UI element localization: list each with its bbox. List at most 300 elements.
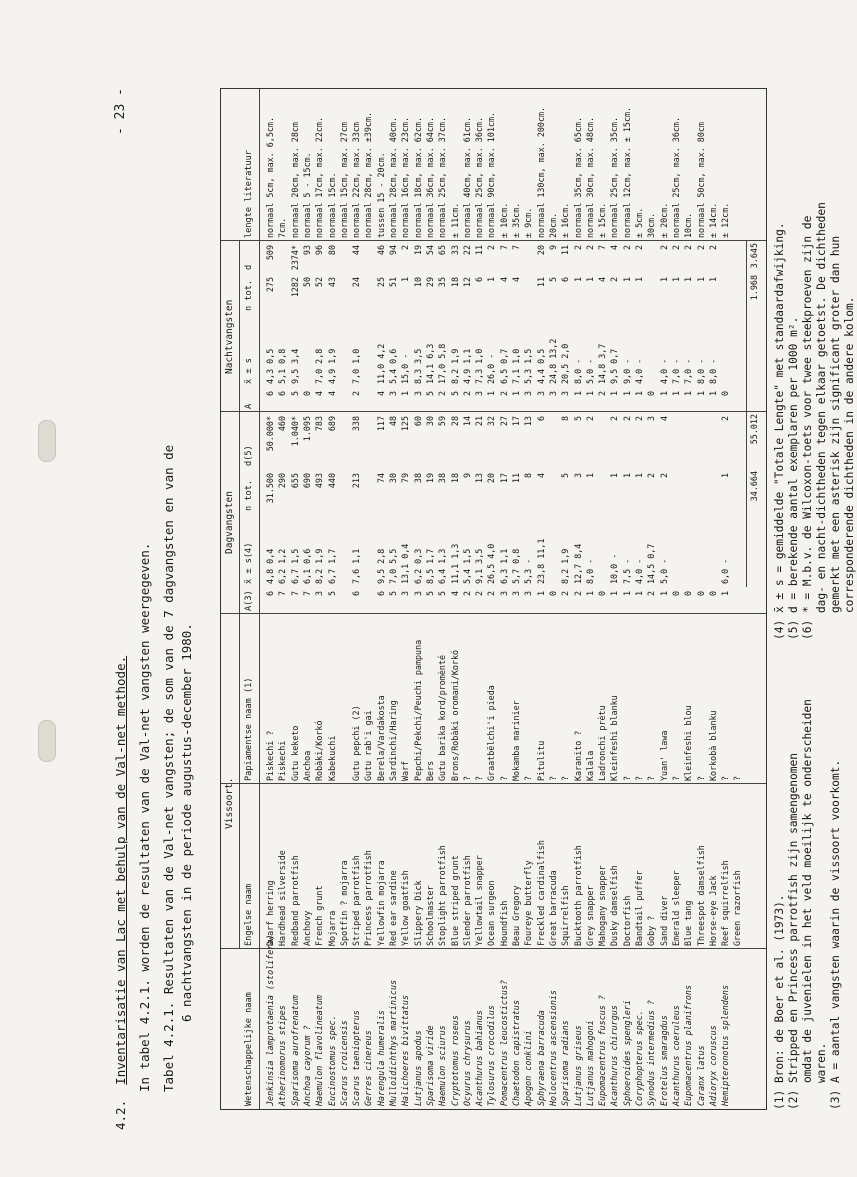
- table-cell: Pomacentrus leucostictus?: [498, 979, 509, 1106]
- table-cell: 33: [449, 245, 460, 256]
- table-cell: 11,0 4,2: [375, 343, 386, 384]
- intro-text: In tabel 4.2.1. worden de resultaten van de Val-net vangsten weergegeven.: [137, 542, 152, 1092]
- table-cell: Piskechi ?: [265, 730, 275, 781]
- table-cell: 5,0 -: [584, 358, 595, 384]
- table-cell: 51: [388, 277, 398, 288]
- table-cell: 29: [424, 277, 435, 288]
- table-cell: 2: [597, 391, 608, 397]
- table-cell: normaal 15cm.: [326, 172, 337, 238]
- page-number: - 23 -: [113, 88, 128, 135]
- table-cell: 655: [289, 473, 300, 489]
- table-cell: ± 35cm.: [511, 202, 521, 238]
- table-cell: 12: [461, 277, 472, 288]
- table-cell: 1: [400, 391, 411, 397]
- table-cell: 2374*: [289, 245, 300, 271]
- table-cell: normaal 30cm, max. 48cm.: [584, 116, 595, 238]
- table-cell: Yuan' lawa: [658, 730, 669, 781]
- group-header-day: Dagvangsten: [224, 491, 235, 554]
- species-table: [220, 88, 767, 1110]
- table-cell: Cryptotomus roseus: [449, 1015, 460, 1106]
- table-cell: Scarus taeniopterus: [351, 1010, 362, 1106]
- table-cell: Sparisoma radians: [560, 1020, 571, 1106]
- table-cell: 26,0 -: [486, 353, 497, 384]
- table-cell: 3: [314, 591, 325, 597]
- table-cell: Sparisoma aurofrenatum: [289, 995, 300, 1106]
- table-cell: 9,5 2,8: [375, 548, 386, 584]
- table-cell: 1: [707, 277, 718, 283]
- table-cell: 1: [572, 391, 583, 397]
- table-cell: 2: [670, 245, 681, 251]
- table-cell: 4: [314, 391, 325, 397]
- table-cell: ?: [646, 775, 657, 781]
- table-cell: Apogon conklini: [523, 1030, 534, 1106]
- table-cell: 1: [658, 591, 669, 597]
- table-cell: ± 12cm.: [720, 202, 731, 238]
- table-cell: 30: [388, 473, 398, 484]
- footnote-line: (2) Stripped en Princess parrotfish zijn samengenomen: [787, 753, 800, 1110]
- column-header: Engelse naam: [244, 883, 254, 946]
- table-cell: ?: [634, 775, 644, 781]
- table-cell: 2: [400, 245, 411, 251]
- table-cell: Mulloidichthys martinicus: [388, 979, 398, 1106]
- table-cell: 24,8 13,2: [547, 338, 558, 384]
- table-cell: ?: [670, 775, 681, 781]
- table-cell: 1: [584, 591, 595, 597]
- table-cell: Jenkinsia lamprotaenia (stolifera): [265, 934, 275, 1106]
- table-cell: Tylosurus crocodilus: [486, 1005, 497, 1106]
- table-cell: 96: [314, 245, 325, 256]
- table-cell: 18: [449, 277, 460, 288]
- table-cell: Hardhead silverside: [277, 850, 288, 946]
- table-cell: Freckled cardinalfish: [535, 840, 546, 946]
- table-cell: tussen 15 - 20cm.: [375, 152, 386, 238]
- column-header: d(5): [244, 445, 254, 466]
- table-cell: Harengula humeralis: [375, 1010, 386, 1106]
- table-cell: normaal 22cm, max. 33cm: [351, 122, 362, 238]
- table-cell: Striped parrotfish: [351, 855, 362, 946]
- table-cell: 6,1 0,6: [301, 548, 312, 584]
- table-cell: 5: [572, 416, 583, 422]
- table-cell: Threespot damselfish: [695, 845, 706, 946]
- table-cell: ?: [498, 775, 509, 781]
- table-cell: 125: [400, 416, 411, 432]
- table-cell: 6: [265, 591, 275, 597]
- table-cell: 1: [609, 473, 620, 479]
- group-header-species: Vissoort.: [224, 777, 235, 829]
- table-cell: Coryphopterus spec.: [634, 1010, 644, 1106]
- table-cell: Sparisoma viride: [424, 1025, 435, 1106]
- table-cell: 11,1 1,3: [449, 543, 460, 584]
- table-cell: Pitulitu: [535, 740, 546, 781]
- table-cell: ± 15cm.: [597, 202, 608, 238]
- table-cell: 1: [584, 391, 595, 397]
- table-cell: 9,0 -: [621, 358, 632, 384]
- column-header: x̄ ± s(4): [244, 542, 254, 584]
- total-day-d: 55.012: [748, 414, 759, 445]
- table-cell: Grey snapper: [584, 885, 595, 946]
- table-cell: 20: [486, 473, 497, 484]
- table-cell: 5: [289, 391, 300, 397]
- totals-rule: [746, 241, 747, 587]
- table-cell: normaal 15cm, max. 27cm: [338, 122, 349, 238]
- column-header: n tot.: [244, 479, 254, 511]
- table-cell: 1: [634, 591, 644, 597]
- table-cell: Gutu pepchi (2): [351, 705, 362, 781]
- table-cell: 1: [486, 391, 497, 397]
- table-cell: Sand diver: [658, 895, 669, 946]
- table-cell: ± 10cm.: [498, 202, 509, 238]
- table-cell: 1: [720, 473, 731, 479]
- footnote-line: (4) x̄ ± s = gemiddelde "Totale Lengte" met standaardafwijking.: [773, 222, 786, 640]
- table-cell: Red ear sardine: [388, 870, 398, 946]
- table-cell: ?: [720, 775, 731, 781]
- table-cell: 7,3 1,0: [474, 348, 485, 384]
- table-cell: 3: [400, 591, 411, 597]
- table-cell: 5,3 1,5: [523, 348, 534, 384]
- table-cell: 6,2 0,3: [412, 548, 423, 584]
- table-cell: 2: [572, 245, 583, 251]
- table-cell: Halichoeres bivittatus: [400, 995, 411, 1106]
- table-cell: 4,4 0,5: [535, 348, 546, 384]
- rotated-content: [95, 70, 856, 1140]
- table-cell: 19: [412, 245, 423, 256]
- table-cell: 13,1 0,4: [400, 543, 411, 584]
- table-cell: Acanthurus coeruleus: [670, 1005, 681, 1106]
- table-cell: 1: [658, 391, 669, 397]
- table-cell: 5: [547, 277, 558, 283]
- table-cell: 5: [424, 391, 435, 397]
- table-cell: 28: [449, 416, 460, 427]
- table-cell: 5: [437, 591, 448, 597]
- table-cell: 8,0 -: [707, 358, 718, 384]
- table-cell: normaal 5 - 15cm.: [301, 152, 312, 238]
- table-caption-line1: Tabel 4.2.1. Resultaten van de Val-net vangsten; de som van de 7 dagvangsten en van de: [161, 444, 176, 1092]
- table-cell: 2: [486, 245, 497, 251]
- table-cell: Kalala: [584, 750, 595, 781]
- table-cell: 8,5 1,7: [424, 548, 435, 584]
- table-cell: 6: [535, 416, 546, 422]
- table-cell: 275: [265, 277, 275, 293]
- footnote-line: (3) A = aantal vangsten waarin de vissoort voorkomt.: [829, 759, 842, 1110]
- table-cell: 0: [646, 391, 657, 397]
- table-cell: Emerald sleeper: [670, 870, 681, 946]
- table-cell: 1.095: [301, 416, 312, 442]
- table-cell: 6: [265, 391, 275, 397]
- table-cell: 1: [621, 591, 632, 597]
- total-night-n: 1.968: [748, 275, 759, 301]
- table-cell: 1: [634, 391, 644, 397]
- table-cell: 2: [658, 473, 669, 479]
- table-cell: 6,3 1,1: [498, 548, 509, 584]
- table-cell: 1: [634, 277, 644, 283]
- table-cell: 4,0 -: [658, 358, 669, 384]
- table-cell: 0: [301, 391, 312, 397]
- table-cell: 0: [597, 591, 608, 597]
- table-cell: 6,2 1,2: [277, 548, 288, 584]
- footnote-line: (6) * = M.b.v. de Wilcoxon-toets voor twee steekproeven zijn de: [801, 215, 814, 640]
- table-cell: 5: [449, 391, 460, 397]
- table-cell: Ladronchi prètu: [597, 705, 608, 781]
- table-cell: Eucinostomus spec.: [326, 1015, 337, 1106]
- table-cell: 8: [560, 416, 571, 422]
- table-cell: 50.000*: [265, 416, 275, 452]
- table-cell: 17: [498, 473, 509, 484]
- table-cell: 1: [511, 391, 521, 397]
- table-cell: 13: [474, 473, 485, 484]
- footnote-line: corresponderende dichtheden in de andere kolom.: [843, 296, 856, 640]
- table-cell: 2: [461, 591, 472, 597]
- table-cell: 2: [609, 416, 620, 422]
- table-cell: 2: [707, 245, 718, 251]
- table-cell: Berela/Vardakosta: [375, 695, 386, 781]
- table-cell: 2: [572, 591, 583, 597]
- column-header: A(3): [244, 590, 254, 611]
- table-cell: 7: [289, 591, 300, 597]
- table-cell: 5,4 1,5: [461, 548, 472, 584]
- table-cell: 0: [670, 591, 681, 597]
- table-cell: 1: [621, 473, 632, 479]
- table-cell: 7,1 1,0: [511, 348, 521, 384]
- table-cell: Korkobà blanku: [707, 710, 718, 781]
- table-cell: 19: [424, 473, 435, 484]
- table-cell: 80: [326, 245, 337, 256]
- table-cell: 3: [560, 391, 571, 397]
- table-cell: Reef squirrelfish: [720, 860, 731, 946]
- table-cell: 2: [634, 245, 644, 251]
- table-cell: Bucktooth parrotfish: [572, 845, 583, 946]
- table-cell: 5: [326, 591, 337, 597]
- table-cell: Dwarf herring: [265, 880, 275, 946]
- table-cell: 0: [683, 591, 694, 597]
- table-cell: 5: [560, 473, 571, 479]
- table-cell: 1: [670, 277, 681, 283]
- table-cell: Robàki/Korkó: [314, 720, 325, 781]
- table-cell: 25: [375, 277, 386, 288]
- table-cell: 7: [498, 245, 509, 251]
- table-cell: 7,0 -: [670, 358, 681, 384]
- table-cell: normaal 50cm, max. 80cm: [695, 122, 706, 238]
- table-cell: 1: [535, 591, 546, 597]
- table-cell: 2: [683, 245, 694, 251]
- table-cell: 0: [720, 391, 731, 397]
- table-cell: 2: [646, 591, 657, 597]
- table-cell: 3: [547, 391, 558, 397]
- table-cell: Squirrelfish: [560, 885, 571, 946]
- table-cell: 14,1 6,3: [424, 343, 435, 384]
- table-cell: ± 11cm.: [449, 202, 460, 238]
- table-cell: Yellowfin mojarra: [375, 860, 386, 946]
- table-cell: 2: [560, 591, 571, 597]
- table-cell: 44: [351, 245, 362, 256]
- table-cell: 6,7 1,5: [289, 548, 300, 584]
- table-cell: 11: [511, 473, 521, 484]
- table-cell: 6: [375, 591, 386, 597]
- table-cell: ?: [461, 775, 472, 781]
- header-rule: [259, 89, 260, 1109]
- group-header-rule: [239, 241, 240, 949]
- table-cell: Ocean surgeon: [486, 880, 497, 946]
- table-cell: 94: [388, 245, 398, 256]
- table-cell: 7cm.: [277, 217, 288, 238]
- table-cell: 1: [683, 391, 694, 397]
- table-cell: Sphoeroides spengleri: [621, 1000, 632, 1106]
- table-cell: Stoplight parrotfish: [437, 845, 448, 946]
- table-cell: Gutu rab'i gai: [363, 710, 374, 781]
- table-cell: 5,4 0,6: [388, 348, 398, 384]
- table-cell: 7,0 1,0: [351, 348, 362, 384]
- table-cell: ± 9cm.: [523, 207, 534, 238]
- table-cell: 1: [609, 391, 620, 397]
- table-cell: Mojarra: [326, 910, 337, 946]
- table-cell: 11: [535, 277, 546, 288]
- table-cell: 0: [695, 591, 706, 597]
- table-cell: 15,0 -: [400, 353, 411, 384]
- footnote-line: (1) Bron: de Boer et al. (1973).: [773, 894, 786, 1110]
- table-cell: 4: [375, 391, 386, 397]
- table-cell: 22: [461, 245, 472, 256]
- table-cell: 3: [646, 416, 657, 422]
- table-cell: 2: [437, 391, 448, 397]
- table-cell: 338: [351, 416, 362, 432]
- table-cell: 9,5 0,7: [609, 348, 620, 384]
- table-cell: 26,5 4,0: [486, 543, 497, 584]
- table-cell: 2: [621, 416, 632, 422]
- table-cell: 1: [400, 277, 411, 283]
- table-cell: Scarus croicensis: [338, 1020, 349, 1106]
- table-cell: 460: [277, 416, 288, 432]
- table-cell: 74: [375, 473, 386, 484]
- punch-hole: [38, 420, 56, 462]
- table-cell: 0: [547, 591, 558, 597]
- table-cell: 2: [584, 416, 595, 422]
- table-cell: Princess parrotfish: [363, 850, 374, 946]
- table-cell: 14,8 3,7: [597, 343, 608, 384]
- table-cell: Caranx latus: [695, 1045, 706, 1106]
- table-cell: 4: [609, 245, 620, 251]
- total-day-n: 34.664: [748, 471, 759, 502]
- table-cell: Pepchi/Pekchi/Peuchi pampuna: [412, 639, 423, 781]
- table-cell: Beau Gregory: [511, 885, 521, 946]
- column-divider: [221, 240, 766, 241]
- table-cell: 2: [474, 591, 485, 597]
- table-cell: 5,7 0,8: [511, 548, 521, 584]
- column-divider: [221, 948, 766, 949]
- table-cell: normaal 90cm, max. 101cm.: [486, 111, 497, 238]
- table-cell: 6: [560, 277, 571, 283]
- table-cell: ?: [474, 775, 485, 781]
- table-cell: 8,0 -: [572, 358, 583, 384]
- column-header: x̄ ± s: [244, 358, 254, 384]
- table-cell: Horse-eye Jack: [707, 875, 718, 946]
- table-cell: 2: [498, 391, 509, 397]
- table-cell: 2: [720, 416, 731, 422]
- table-cell: 8,2 1,9: [449, 348, 460, 384]
- table-cell: 1: [720, 591, 731, 597]
- table-cell: 1282: [289, 277, 300, 298]
- table-cell: 1: [609, 591, 620, 597]
- table-cell: 1: [695, 277, 706, 283]
- table-cell: 23,8 11,1: [535, 538, 546, 584]
- table-cell: 1: [683, 277, 694, 283]
- table-cell: normaal 18cm, max. 62cm.: [412, 116, 423, 238]
- table-cell: French grunt: [314, 885, 325, 946]
- table-cell: 3: [511, 591, 521, 597]
- footnote-line: omdat de juvenielen in het veld moeilijk te onderscheiden: [801, 699, 814, 1110]
- table-cell: normaal 25cm, max. 36cm.: [474, 116, 485, 238]
- table-cell: 12,7 8,4: [572, 543, 583, 584]
- table-cell: 6,7 1,7: [326, 548, 337, 584]
- table-cell: 2: [658, 245, 669, 251]
- table-cell: 5: [424, 591, 435, 597]
- table-cell: Sardinchi/Haring: [388, 700, 398, 781]
- table-cell: 1: [584, 473, 595, 479]
- table-cell: ?: [523, 775, 534, 781]
- table-cell: 32: [486, 416, 497, 427]
- table-caption-line2: 6 nachtvangsten in de periode augustus-december 1980.: [179, 623, 194, 1022]
- table-cell: normaal 130cm, max. 200cm.: [535, 106, 546, 238]
- table-cell: Gerres cinereus: [363, 1030, 374, 1106]
- table-cell: 17: [511, 416, 521, 427]
- table-cell: ?: [732, 775, 743, 781]
- table-cell: Anchoa: [301, 750, 312, 781]
- table-cell: ± 5cm.: [634, 207, 644, 238]
- table-cell: 7,0 5,5: [388, 548, 398, 584]
- table-cell: 7,5 -: [621, 558, 632, 584]
- table-cell: 1: [695, 391, 706, 397]
- column-header: n tot.: [244, 279, 254, 311]
- table-cell: 20cm.: [547, 212, 558, 238]
- table-cell: 31.500: [265, 473, 275, 504]
- table-cell: 4: [597, 277, 608, 283]
- table-cell: 2: [584, 245, 595, 251]
- table-cell: Synodus intermedius ?: [646, 1000, 657, 1106]
- table-cell: ?: [621, 775, 632, 781]
- table-cell: 117: [375, 416, 386, 432]
- table-cell: 11: [474, 245, 485, 256]
- table-cell: 6: [474, 277, 485, 283]
- table-cell: 1: [486, 277, 497, 283]
- table-cell: 17,0 5,8: [437, 343, 448, 384]
- table-cell: 1: [670, 391, 681, 397]
- table-cell: 2: [351, 391, 362, 397]
- table-cell: Blue tang: [683, 900, 694, 946]
- table-cell: 9,5 3,4: [289, 348, 300, 384]
- table-cell: 7,0 2,8: [314, 348, 325, 384]
- table-cell: Bers: [424, 760, 435, 781]
- table-cell: 6,5 0,7: [498, 348, 509, 384]
- table-cell: Karanito ?: [572, 730, 583, 781]
- table-cell: Blue striped grunt: [449, 855, 460, 946]
- table-cell: Schoolmaster: [424, 885, 435, 946]
- table-cell: Spotfin ? mojarra: [338, 860, 349, 946]
- table-cell: Anchovy: [301, 910, 312, 946]
- table-cell: 7: [511, 245, 521, 251]
- table-cell: 43: [326, 277, 337, 288]
- table-cell: 3: [474, 391, 485, 397]
- table-cell: 10: [412, 277, 423, 288]
- table-cell: 21: [474, 416, 485, 427]
- table-cell: 4: [498, 277, 509, 283]
- table-cell: 509: [265, 245, 275, 261]
- table-cell: 48: [388, 416, 398, 427]
- table-cell: 59: [437, 416, 448, 427]
- table-cell: Haemulon flavolineatum: [314, 995, 325, 1106]
- table-cell: Houndfish: [498, 900, 509, 946]
- column-header: A: [244, 403, 254, 409]
- table-cell: Hemipteronotus splendens: [720, 984, 731, 1106]
- table-cell: 24: [351, 277, 362, 288]
- table-cell: 2: [461, 391, 472, 397]
